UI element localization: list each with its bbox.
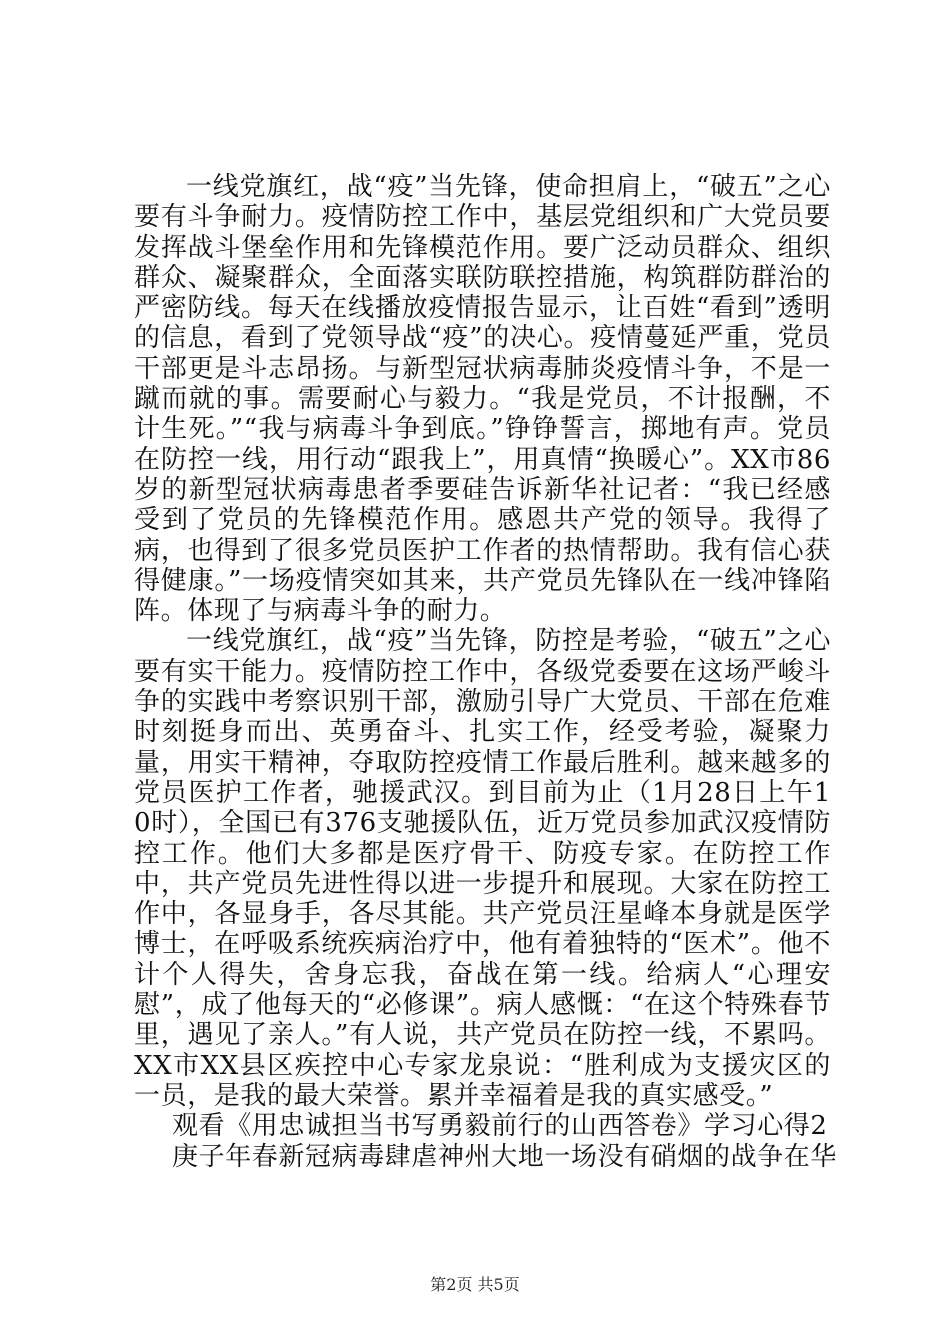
document-body — [134, 172, 838, 1172]
paragraph-1: 一线党旗红，战“疫”当先锋，使命担肩上，“破五”之心要有斗争耐力。疫情防控工作中，基层党组织和广大党员要发挥战斗堡垒作用和先锋模范作用。要广泛动员群众、组织群众、凝聚群众，全面落实联防联控措施，构筑群防群治的严密防线。每天在线播放疫情报告显示，让百姓“看到”透明的信息，看到了党领导战“疫”的决心。疫情蔓延严重，党员干部更是斗志昂扬。与新型冠状病毒肺炎疫情斗争，不是一蹴而就的事。需要耐心与毅力。“我是党员，不计报酬，不计生死。”“我与病毒斗争到底。”铮铮誓言，掷地有声。党员在防控一线，用行动“跟我上”，用真情“换暖心”。XX市86岁的新型冠状病毒患者季要硅告诉新华社记者：“我已经感受到了党员的先锋模范作用。感恩共产党的领导。我得了病，也得到了很多党员医护工作者的热情帮助。我有信心获得健康。”一场疫情突如其来，共产党员先锋队在一线冲锋陷阵。体现了与病毒斗争的耐力。 — [134, 172, 831, 627]
section-heading: 观看《用忠诚担当书写勇毅前行的山西答卷》学习心得2 — [172, 1111, 828, 1142]
trailing-paragraph-start: 庚子年春新冠病毒肆虐神州大地一场没有硝烟的战争在华 — [172, 1141, 838, 1172]
page-footer: 第2页 共5页 — [430, 1275, 520, 1294]
paragraph-2: 一线党旗红，战“疫”当先锋，防控是考验，“破五”之心要有实干能力。疫情防控工作中，各级党委要在这场严峻斗争的实践中考察识别干部，激励引导广大党员、干部在危难时刻挺身而出、英勇奋斗、扎实工作，经受考验，凝聚力量，用实干精神，夺取防控疫情工作最后胜利。越来越多的党员医护工作者，驰援武汉。到目前为止（1月28日上午10时），全国已有376支驰援队伍，近万党员参加武汉疫情防控工作。他们大多都是医疗骨干、防疫专家。在防控工作中，共产党员先进性得以进一步提升和展现。大家在防控工作中，各显身手，各尽其能。共产党员汪星峰本身就是医学博士，在呼吸系统疾病治疗中，他有着独特的“医术”。他不计个人得失，舍身忘我，奋战在第一线。给病人“心理安慰”，成了他每天的“必修课”。病人感慨：“在这个特殊春节里，遇见了亲人。”有人说，共产党员在防控一线，不累吗。XX市XX县区疾控中心专家龙泉说：“胜利成为支援灾区的一员，是我的最大荣誉。累并幸福着是我的真实感受。” — [134, 626, 831, 1111]
